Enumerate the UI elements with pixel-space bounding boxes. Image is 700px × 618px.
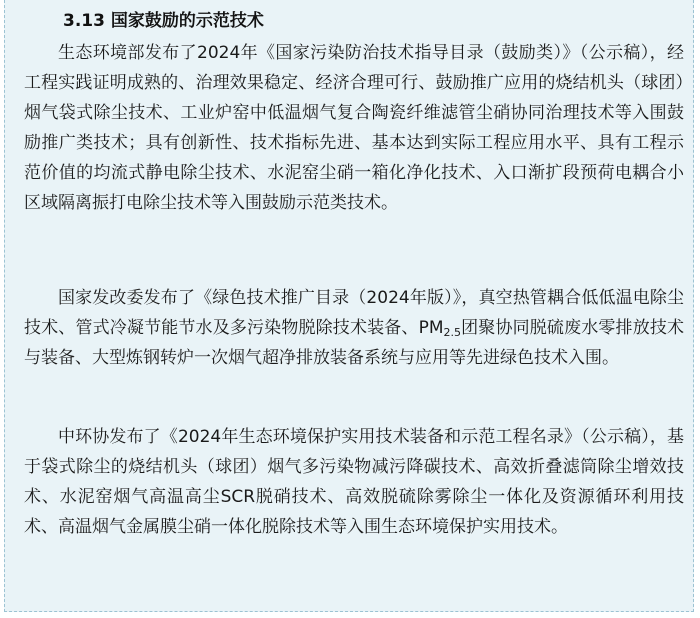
pm-subscript: 2.5 bbox=[443, 326, 461, 339]
paragraph-ndrc bbox=[24, 283, 684, 373]
paragraph-caepi: 中环协发布了《2024年生态环境保护实用技术装备和示范工程名录》（公示稿），基于袋式除尘的烧结机头（球团）烟气多污染物减污降碳技术、高效折叠滤筒除尘增效技术、水泥窑烟气高温高尘SCR脱硝技术、高效脱硫除雾除尘一体化及资源循环利用技术、高温烟气金属膜尘硝一体化脱除技术等入围生态环境保护实用技术。 bbox=[24, 427, 684, 537]
paragraph-ndrc-part1: 国家发改委发布了《绿色技术推广目录（2024年版）》，真空热管耦合低低温电除尘技术、管式冷凝节能节水及多污染物脱除技术装备、PM bbox=[24, 288, 684, 338]
paragraph-ndrc-part2: 团聚协同脱硫废水零排放技术与装备、大型炼钢转炉一次烟气超净排放装备系统与应用等先进绿色技术入围。 bbox=[24, 318, 684, 368]
paragraph-ecology-ministry: 生态环境部发布了2024年《国家污染防治技术指导目录（鼓励类）》（公示稿），经工程实践证明成熟的、治理效果稳定、经济合理可行、鼓励推广应用的烧结机头（球团）烟气袋式除尘技术、工业炉窑中低温烟气复合陶瓷纤维滤管尘硝协同治理技术等入围鼓励推广类技术；具有创新性、技术指标先进、基本达到实际工程应用水平、具有工程示范价值的均流式静电除尘技术、水泥窑尘硝一箱化净化技术、入口渐扩段预荷电耦合小区域隔离振打电除尘技术等入围鼓励示范类技术。 bbox=[24, 43, 684, 213]
document-panel bbox=[4, 0, 694, 612]
section-heading: 3.13 国家鼓励的示范技术 bbox=[63, 11, 264, 31]
